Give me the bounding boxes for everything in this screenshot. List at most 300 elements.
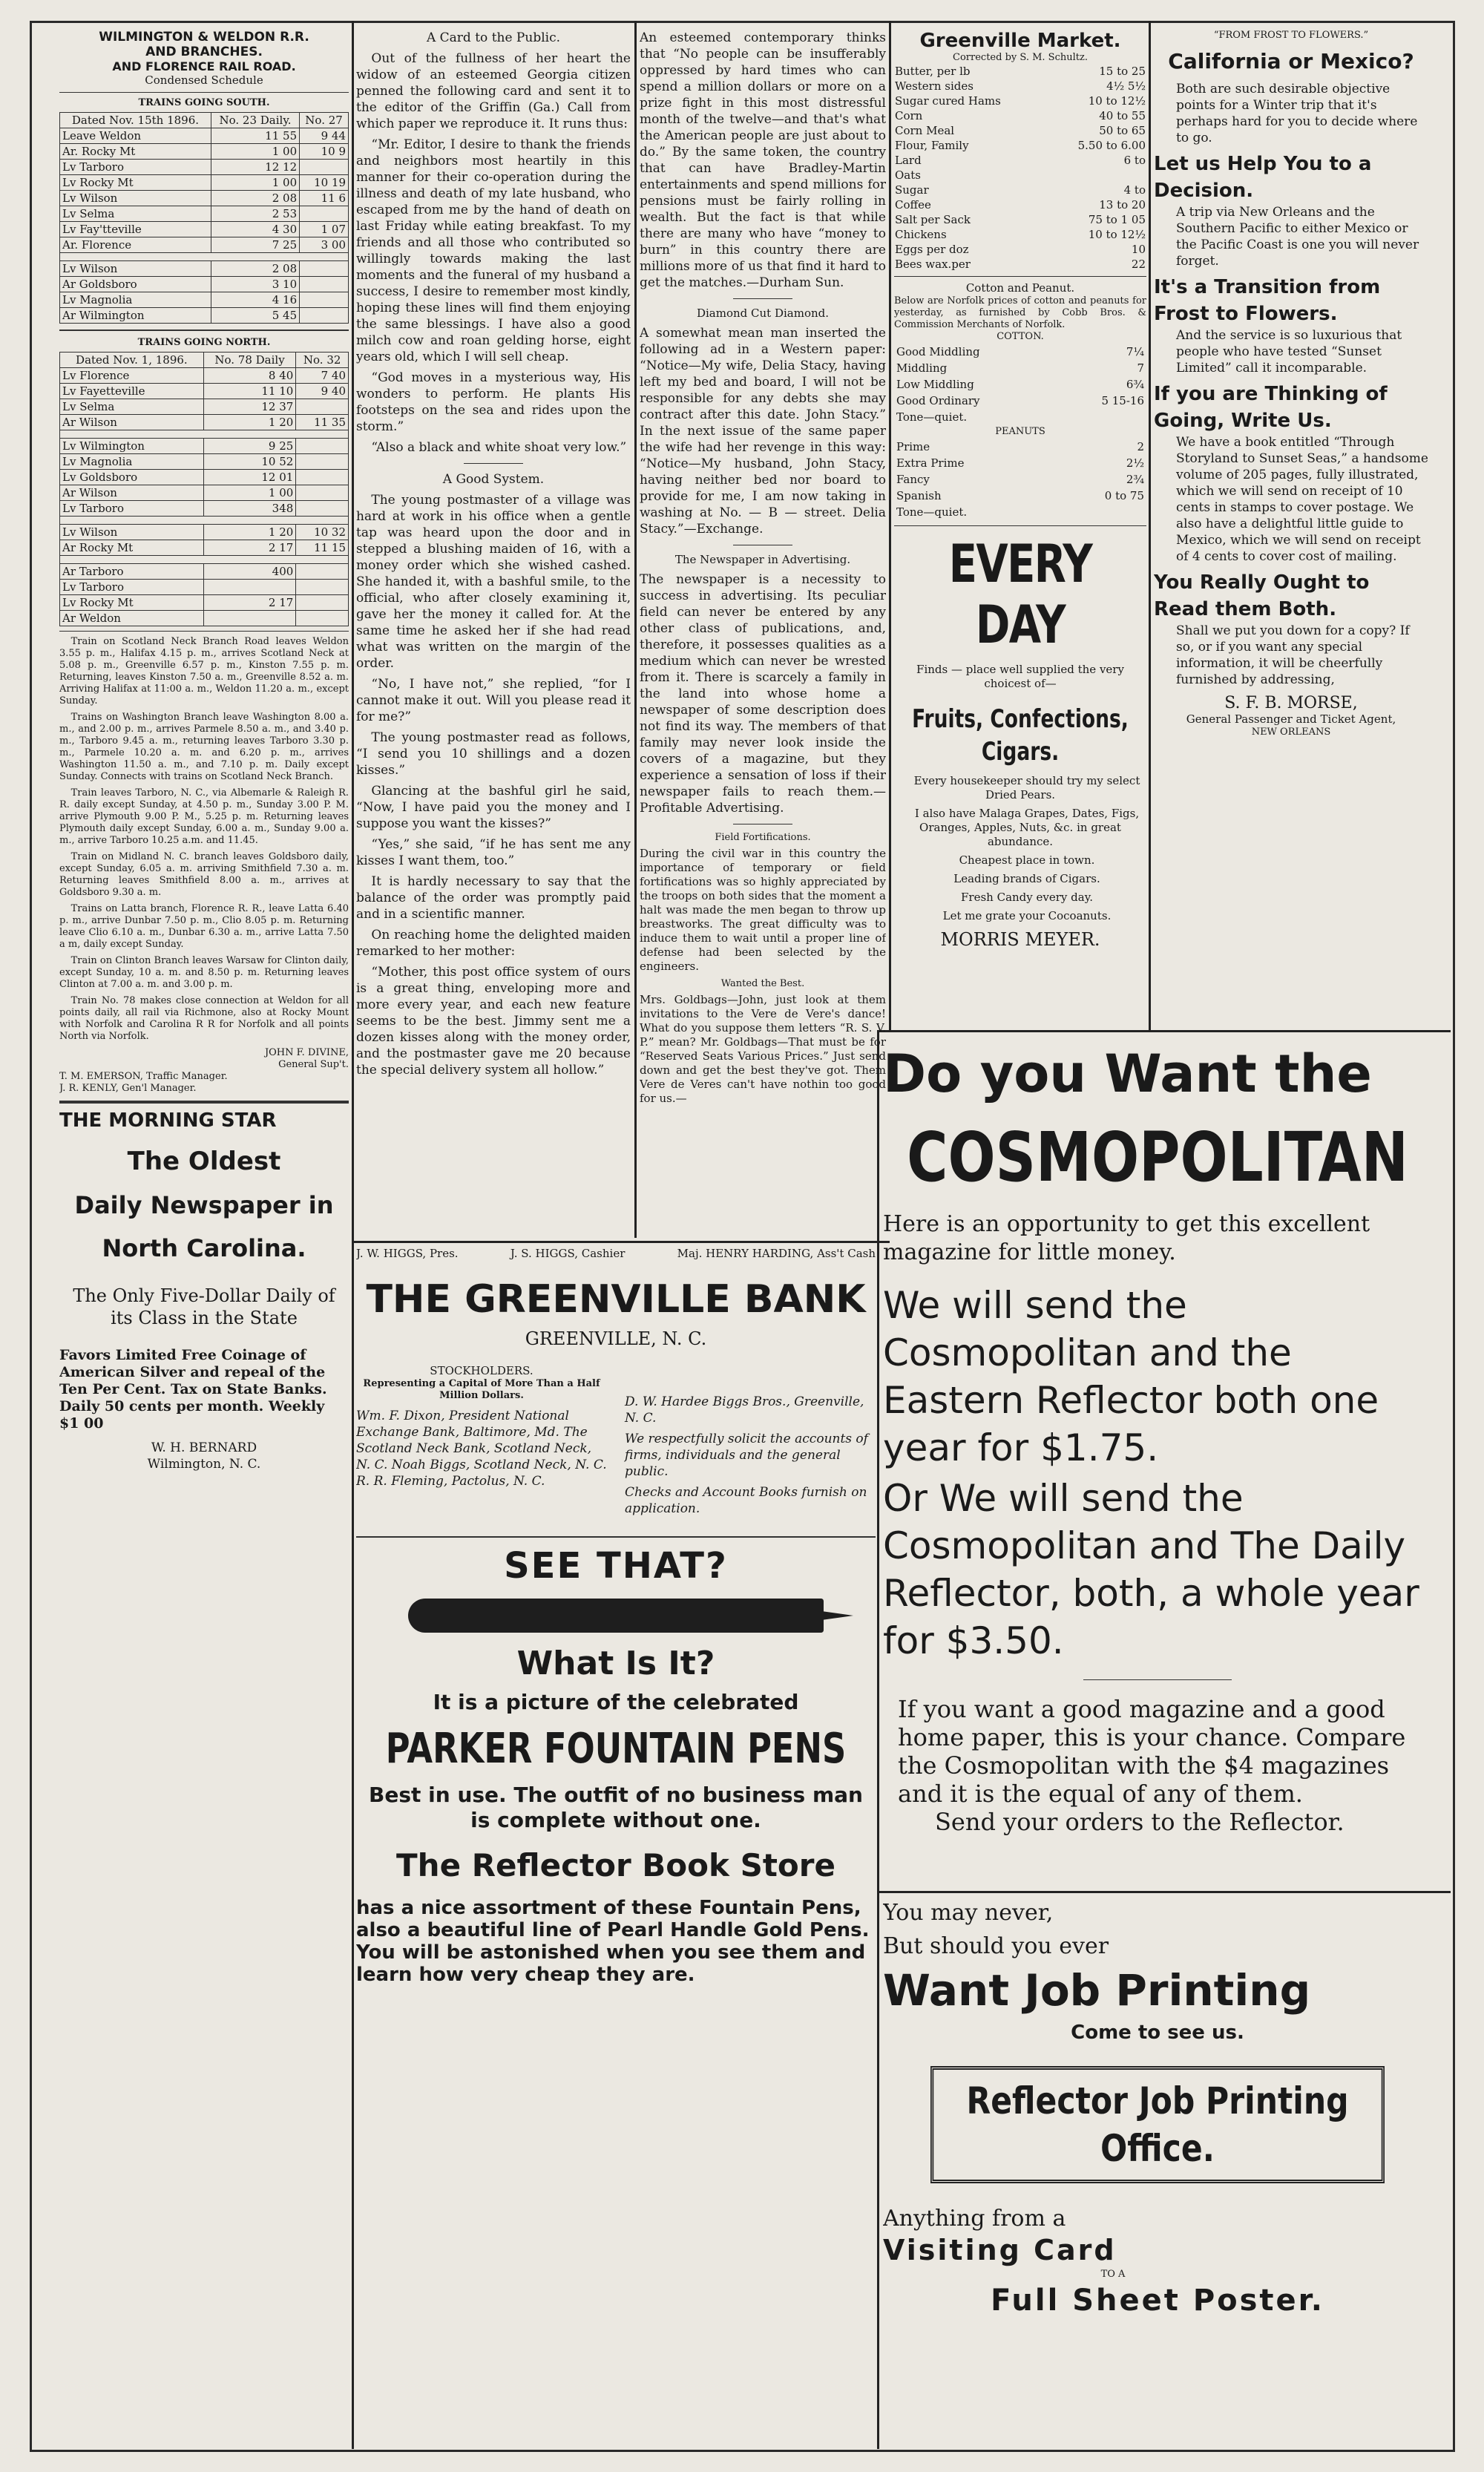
table-cell: Leave Weldon [60,128,211,144]
section-heading: TRAINS GOING SOUTH. [138,97,270,108]
schedule-row [60,415,349,430]
table-cell: Lv Selma [60,206,211,222]
bank-right [625,1364,876,1521]
market-row [894,64,1146,79]
table-cell: 22 [1131,258,1146,271]
railroad-column [59,30,349,2427]
bank-officer: J. S. HIGGS, Cashier [510,1247,626,1260]
table-cell: Spanish [896,489,942,502]
table-cell: 9 25 [203,439,296,454]
paragraph: “No, I have not,” she replied, “for I cannot make it out. Will you please read it for me?” [356,677,631,724]
table-cell [300,292,349,308]
job-line: But should you ever [883,1933,1109,1959]
market-table [894,64,1146,272]
ad-signature: MORRIS MEYER. [940,929,1100,950]
ad-line: Let me grate your Cocoanuts. [942,909,1112,922]
schedule-row [60,292,349,308]
star-line: North Carolina. [102,1234,306,1262]
table-cell: 75 to 1 05 [1088,213,1146,226]
travel-headline: If you are Thinking of Going, Write Us. [1154,383,1388,432]
table-cell: 40 to 55 [1099,109,1146,122]
table-cell [296,501,349,517]
bank-left [356,1364,607,1521]
schedule-row [60,206,349,222]
branch-note: Trains on Latta branch, Florence R. R., leave Latta 6.40 p. m., arrive Dunbar 7.50 p. m., Clio 8.05 p. m. Returning leave Clio 6.10 a. m., Dunbar 6.30 a. m., arrive Latta 7.50 a m, daily except Sunday. [59,903,349,950]
bank-stock-sub: Representing a Capital of More Than a Half Million Dollars. [363,1378,600,1401]
schedule-row [60,261,349,277]
table-cell: Lv Tarboro [60,580,204,595]
table-cell: 10 to 12½ [1088,228,1146,241]
bank-officer: Maj. HENRY HARDING, Ass't Cash [677,1247,876,1260]
table-cell [300,308,349,324]
article-body [356,50,631,456]
table-cell: 3 10 [211,277,299,292]
schedule-row [60,222,349,237]
market-row [894,123,1146,138]
market-row [894,242,1146,257]
table-cell: Lv Magnolia [60,292,211,308]
peanut-row [896,488,1145,503]
table-cell: 1 07 [300,222,349,237]
table-cell: 12 12 [211,160,299,175]
table-cell: 4 30 [211,222,299,237]
job-line: Anything from a [883,2206,1066,2232]
job-office: Reflector Job Printing Office. [930,2066,1385,2183]
table-cell: 5.50 to 6.00 [1077,139,1146,152]
table-cell: Eggs per doz [895,243,969,256]
table-cell: 1 00 [203,485,296,501]
column-rule [877,1032,879,2449]
schedule-row [60,439,349,454]
table-cell: 3 00 [300,237,349,253]
star-sig: Wilmington, N. C. [147,1457,261,1472]
pens-name: PARKER FOUNTAIN PENS [385,1725,847,1773]
table-header: Dated Nov. 15th 1896. [60,113,211,128]
article-column-2 [356,30,631,1239]
table-cell: 12 01 [203,470,296,485]
table-cell: 12 37 [203,399,296,415]
table-cell: 8 40 [203,368,296,384]
table-cell: 4 16 [211,292,299,308]
ad-line: Cheapest place in town. [959,853,1095,867]
table-cell [1048,168,1146,183]
schedule-row [60,160,349,175]
branch-note: Train leaves Tarboro, N. C., via Albemarle & Raleigh R. R. daily except Sunday, at 4.50 p. m., Sunday 3.00 P. M. arrive Plymouth 9.00 P. M., 5.25 p. m. Returning leaves Plymouth daily except Sunday, 6.00 a. m., Sunday 9.00 a. m., arrive Tarboro 10.25 a.m. and 11.45. [59,787,349,846]
table-cell: Ar Tarboro [60,564,204,580]
cotton-row [896,361,1145,376]
market-row [894,94,1146,108]
market-row [894,197,1146,212]
schedule-row [60,191,349,206]
bank-text: D. W. Hardee Biggs Bros., Greenville, N. C. [625,1394,864,1426]
table-cell: Ar Goldsboro [60,277,211,292]
cosmo-close: If you want a good magazine and a good home paper, this is your chance. Compare the Cosmopolitan with the $4 magazines and it is the equal of any of them. [898,1695,1406,1808]
table-cell: Lv Wilson [60,261,211,277]
ad-line: Fresh Candy every day. [961,891,1093,904]
table-cell: Ar Wilson [60,485,204,501]
column-rule [1149,21,1151,1030]
table-cell: 7 40 [296,368,349,384]
peanut-row [896,505,1145,519]
ad-line: I also have Malaga Grapes, Dates, Figs, Oranges, Apples, Nuts, &c. in great abundance. [914,807,1140,848]
table-cell: 2 08 [211,261,299,277]
table-cell: Salt per Sack [895,213,971,226]
market-row [894,108,1146,123]
schedule-row [60,525,349,540]
table-cell [296,454,349,470]
travel-signature: NEW ORLEANS [1251,727,1331,738]
paragraph: “Also a black and white shoat very low.” [371,440,627,455]
table-cell [296,439,349,454]
table-cell: 1 00 [211,175,299,191]
section-rule [352,1241,890,1243]
table-cell [296,611,349,626]
job-come: Come to see us. [1071,2022,1244,2044]
travel-body: A trip via New Orleans and the Southern Pacific to either Mexico or the Pacific Coast is one you will never forget. [1176,205,1419,269]
travel-column [1154,30,1428,1024]
travel-headline: It's a Transition from Frost to Flowers. [1154,276,1381,325]
paragraph: “Mr. Editor, I desire to thank the friends and neighbors most heartily in this manner for their co-operation during the illness and death of my late husband, who escaped from me by the hand of death on last Friday while eating breakfast. To my friends and all those who contributed so willingly towards making the last moments and the funeral of my husband a success, I desire to remember most kindly, hoping these lines will find them enjoying the same blessings. I have also a good milch cow and roan gelding horse, eight years old, which I will sell cheap. [356,137,631,364]
table-cell: Lv Rocky Mt [60,175,211,191]
pens-body: has a nice assortment of these Fountain Pens, also a beautiful line of Pearl Handle Gold Pens. You will be astonished when you see them and learn how very cheap they are. [356,1897,870,1986]
signature: T. M. EMERSON, Traffic Manager. [59,1071,228,1082]
table-cell: Low Middling [896,378,974,391]
table-cell: 1 20 [203,525,296,540]
bank-stock-heading: STOCKHOLDERS. [430,1364,533,1377]
schedule-row [60,308,349,324]
rr-title: WILMINGTON & WELDON R.R. [99,30,309,45]
market-row [894,257,1146,272]
branch-note: Trains on Washington Branch leave Washington 8.00 a. m., and 2.00 p. m., arrives Parmele 8.50 a. m., and 3.40 p. m., Tarboro 9.45 a. m., returning leaves Tarboro 3.30 p. m., Parmele 10.20 a. m. and 6.20 p. m., arrives Washington 11.50 a. m., and 7.10 p. m. Daily except Sunday. Connects with trains on Scotland Neck Branch. [59,712,349,782]
table-cell: 2 17 [203,595,296,611]
branch-note: Train on Scotland Neck Branch Road leaves Weldon 3.55 p. m., Halifax 4.15 p. m., arrives Scotland Neck at 5.08 p. m., Greenville 6.57 p. m., Kinston 7.55 p. m. Returning, leaves Kinston 7.50 a. m., Greenville 8.52 a. m. Arriving Halifax at 11:00 a. m., Weldon 11.20 a. m., except Sunday. [59,636,349,706]
table-cell: Ar. Rocky Mt [60,144,211,160]
table-cell: 4½ 5½ [1106,79,1146,93]
table-cell: Sugar cured Hams [895,94,1001,108]
market-row [894,168,1146,183]
article-body: A somewhat mean man inserted the following ad in a Western paper: “Notice—My wife, Delia Stacy, having left my bed and board, I will not be responsible for any debts she may contract after this date. John Stacy.” In the next issue of the same paper the wife had her revenge in this way: “Notice—My husband, John Stacy, having neither bed nor board to provide for me, I am now taking in washing at No. — B — street. Delia Stacy.”—Exchange. [640,326,886,537]
section-heading: TRAINS GOING NORTH. [137,337,271,348]
star-line: The Oldest [127,1147,281,1176]
table-cell: Lv Wilson [60,525,204,540]
signature: JOHN F. DIVINE, [264,1047,349,1058]
paragraph: “Mother, this post office system of ours is a great thing, enveloping more and more every year, and each new feature seems to be the best. Jimmy sent me a dozen kisses along with the money order, and the postmaster gave me 20 because the special delivery system all hollow.” [356,965,631,1078]
table-cell: 2 17 [203,540,296,556]
table-cell: 1 00 [211,144,299,160]
schedule-row [60,399,349,415]
bank-details [356,1364,876,1521]
table-cell: 9 44 [300,128,349,144]
table-cell: Lv Rocky Mt [60,595,204,611]
market-row [894,138,1146,153]
paragraph: The young postmaster read as follows, “I send you 10 shillings and a dozen kisses.” [356,730,631,778]
branch-note: Train on Clinton Branch leaves Warsaw for Clinton daily, except Sunday, 10 a. m. and 8.50 p. m. Returning leaves Clinton at 7.00 a. m. and 3.00 p. m. [59,955,349,990]
bank-officers [356,1247,876,1260]
table-cell: 7¼ [1126,345,1144,358]
table-cell: Fancy [896,473,930,486]
schedule-row [60,175,349,191]
table-cell: Extra Prime [896,456,965,470]
bank-and-pens [356,1247,876,2434]
cotton-label: COTTON. [997,331,1044,342]
table-cell: Lv Goldsboro [60,470,204,485]
table-cell: 400 [203,564,296,580]
table-cell: Bees wax.per [895,258,971,271]
schedule-row [60,501,349,517]
table-cell: 5 15-16 [1101,394,1144,407]
column-rule [889,21,891,1030]
bank-text: We respectfully solicit the accounts of firms, individuals and the general public. [625,1432,868,1479]
column-rule [634,21,637,1238]
job-printing-ad [883,1900,1432,2434]
article-title: A Good System. [442,472,545,487]
table-header: No. 27 [300,113,349,128]
table-cell: Ar Weldon [60,611,204,626]
table-cell: Flour, Family [895,139,969,152]
table-cell: 13 to 20 [1099,198,1146,212]
cosmo-want: Do you Want the [883,1043,1372,1104]
job-to: TO A [1100,2269,1126,2280]
table-cell: 11 15 [296,540,349,556]
rr-sub: AND BRANCHES. [145,45,263,59]
table-cell [300,277,349,292]
section-rule [877,1891,1451,1893]
table-cell: 50 to 65 [1099,124,1146,137]
bank-holders: Wm. F. Dixon, President National Exchange Bank, Baltimore, Md. The Scotland Neck Bank, Scotland Neck, N. C. Noah Biggs, Scotland Neck, N. C. R. R. Fleming, Pactolus, N. C. [356,1409,607,1489]
job-want: Want Job Printing [883,1965,1311,2016]
schedule-row [60,470,349,485]
table-cell: Good Middling [896,345,980,358]
frost-tag: “FROM FROST TO FLOWERS.” [1213,30,1369,41]
schedule-row [60,540,349,556]
market-row [894,227,1146,242]
paragraph: “God moves in a mysterious way, His wonders to perform. He plants His footsteps on the sea and rides upon the storm.” [356,370,631,434]
star-sig: W. H. BERNARD [151,1440,257,1455]
branch-note: Train No. 78 makes close connection at Weldon for all points daily, all rail via Richmone, also at Rocky Mount with Norfolk and Carolina R R for Norfolk and all points North via Norfolk. [59,995,349,1042]
travel-signature: General Passenger and Ticket Agent, [1186,712,1396,726]
peanut-row [896,456,1145,471]
job-visiting: Visiting Card [883,2234,1117,2266]
schedule-row [60,368,349,384]
job-poster: Full Sheet Poster. [991,2284,1324,2318]
schedule-row [60,128,349,144]
table-header: Dated Nov. 1, 1896. [60,353,204,368]
star-title: THE MORNING STAR [59,1109,277,1132]
market-row [894,153,1146,168]
branch-note: Train on Midland N. C. branch leaves Goldsboro daily, except Sunday, 6.05 a. m. arriving Smithfield 7.30 a. m. Returning leaves Smithfield 8.00 a. m., arrives at Goldsboro 9.30 a. m. [59,851,349,898]
cosmo-opp: Here is an opportunity to get this excellent magazine for little money. [883,1211,1370,1265]
cotton-sub: Below are Norfolk prices of cotton and peanuts for yesterday, as furnished by Cobb Bros. & Commission Merchants of Norfolk. [894,295,1146,330]
table-cell [1060,410,1145,424]
table-cell [300,160,349,175]
table-cell [296,485,349,501]
table-cell: 6 to [1123,154,1146,167]
star-line: Daily Newspaper in [74,1191,334,1219]
star-body: Favors Limited Free Coinage of American Silver and repeal of the Ten Per Cent. Tax on State Banks. Daily 50 cents per month. Weekly $1 00 [59,1347,327,1432]
bank-officer: J. W. HIGGS, Pres. [356,1247,459,1260]
table-header: No. 78 Daily [203,353,296,368]
table-header: No. 32 [296,353,349,368]
ad-text: Finds — place well supplied the very choicest of— [916,663,1124,690]
table-cell: Good Ordinary [896,394,980,407]
table-cell [296,470,349,485]
table-cell: 2 [1137,440,1144,453]
bank-city: GREENVILLE, N. C. [525,1328,707,1349]
table-cell: Ar. Florence [60,237,211,253]
table-cell: Middling [896,361,948,375]
schedule-row [60,454,349,470]
schedule-row [60,384,349,399]
cosmo-offer: We will send the Cosmopolitan and the Eastern Reflector both one year for $1.75. [883,1284,1379,1469]
table-cell: Coffee [895,198,931,212]
market-sub: Corrected by S. M. Schultz. [953,52,1088,63]
market-row [894,212,1146,227]
table-cell: Lv Florence [60,368,204,384]
table-cell [296,564,349,580]
table-cell: Lv Magnolia [60,454,204,470]
table-cell: 9 40 [296,384,349,399]
table-cell [296,595,349,611]
table-cell: Corn Meal [895,124,955,137]
table-cell: Western sides [895,79,974,93]
article-body [356,492,631,1078]
schedule-row [60,580,349,595]
table-header: No. 23 Daily. [211,113,299,128]
table-cell: 2 53 [211,206,299,222]
article-title: Diamond Cut Diamond. [696,306,830,320]
table-cell: Ar Wilson [60,415,204,430]
paragraph: Glancing at the bashful girl he said, “Now, I have paid you the money and I suppose you want the kisses?” [356,784,631,831]
schedule-row [60,237,349,253]
pens-what: What Is It? [516,1645,715,1682]
ad-line: Every housekeeper should try my select Dried Pears. [913,774,1140,801]
article-title: Field Fortifications. [715,832,811,843]
travel-body: And the service is so luxurious that people who have tested “Sunset Limited” call it incomparable. [1176,328,1402,376]
peanuts-label: PEANUTS [995,426,1045,437]
market-row [894,79,1146,94]
pens-pic: It is a picture of the celebrated [433,1690,799,1714]
north-schedule-table [59,352,349,626]
table-cell: Lv Wilmington [60,439,204,454]
branch-notes [59,636,349,1043]
schedule-row [60,595,349,611]
travel-headline: Let us Help You to a Decision. [1154,153,1372,202]
table-cell: 10 [1131,243,1146,256]
signature: J. R. KENLY, Gen'l Manager. [59,1083,197,1094]
table-cell [300,261,349,277]
job-line: You may never, [883,1900,1054,1926]
rr-sub: Condensed Schedule [145,73,263,87]
schedule-row [60,564,349,580]
pens-best: Best in use. The outfit of no business man is complete without one. [369,1783,863,1832]
article-column-3 [640,30,886,1239]
section-rule [877,1030,1451,1032]
table-cell: 7 [1137,361,1144,375]
cotton-table [894,343,1146,426]
article-body: The newspaper is a necessity to success in advertising. Its peculiar field can never be entered by any other class of publications, and, therefore, it possesses qualities as a medium which can never be wrested from it. There is scarcely a family in the land into whose home a newspaper of some description does not find its way. The members of that family may never look inside the covers of a magazine, but they experience a sensation of loss if their newspaper fails to reach them.—Profitable Advertising. [640,572,886,816]
paragraph: It is hardly necessary to say that the balance of the order was promptly paid and in a scientific manner. [356,874,631,922]
travel-body: Both are such desirable objective points for a Winter trip that it's perhaps hard for you to decide where to go. [1176,82,1418,145]
table-cell: 0 to 75 [1104,489,1144,502]
article-title: The Newspaper in Advertising. [674,553,851,566]
fountain-pen-icon [408,1599,824,1633]
south-schedule-table [59,112,349,324]
travel-headline: You Really Ought to Read them Both. [1154,571,1370,620]
market-column [894,30,1146,1024]
table-cell: Tone—quiet. [896,505,968,519]
schedule-row [60,277,349,292]
paragraph: On reaching home the delighted maiden remarked to her mother: [356,928,631,959]
table-cell: Ar Wilmington [60,308,211,324]
star-line: The Only Five-Dollar Daily of its Class in the State [73,1285,335,1328]
column-rule [352,21,354,2449]
table-cell: Ar Rocky Mt [60,540,204,556]
schedule-row [60,611,349,626]
table-cell [296,399,349,415]
article-body: During the civil war in this country the importance of temporary or field fortifications was so highly appreciated by the troops on both sides that the moment a halt was made the men began to throw up breastworks. The great difficulty was to induce them to wait until a proper line of defense had been selected by the engineers. [640,847,886,973]
table-cell [1055,505,1145,519]
paragraph: Out of the fullness of her heart the widow of an esteemed Georgia citizen penned the following card and sent it to the editor of the Griffin (Ga.) Call from which paper we reproduce it. It runs thus: [356,51,631,131]
table-cell: 6¾ [1126,378,1144,391]
table-cell: 11 35 [296,415,349,430]
table-cell: Lv Tarboro [60,160,211,175]
travel-body: We have a book entitled “Through Storyland to Sunset Seas,” a handsome volume of 205 pages, fully illustrated, which we will send on receipt of 10 cents in stamps to cover postage. We also have a delightful little guide to Mexico, which we will send on receipt of 4 cents to cover cost of mailing. [1176,435,1428,564]
cosmo-offer: Or We will send the Cosmopolitan and The Daily Reflector, both, a whole year for $3.50. [883,1477,1419,1662]
paragraph: “Yes,” she said, “if he has sent me any kisses I want them, too.” [356,837,631,868]
rr-sub: AND FLORENCE RAIL ROAD. [112,59,296,73]
table-cell: Lv Tarboro [60,501,204,517]
article-body: An esteemed contemporary thinks that “No people can be insufferably oppressed by hard times who can spend a million dollars or more on a prize fight in this most distressful month of the twelve—and that's what the American people are just about to do.” By the same token, the country that can have Bradley-Martin entertainments and spend millions for pensions must be fairly rolling in wealth. But the fact is that while there are many who have “money to burn” in this country there are millions more of us that find it hard to get the matches.—Durham Sun. [640,30,886,290]
fruits-banner: Fruits, Confections, Cigars. [912,704,1129,767]
table-cell: 348 [203,501,296,517]
cosmo-name: COSMOPOLITAN [907,1118,1408,1197]
table-cell: Lv Fay'tteville [60,222,211,237]
table-cell: 10 19 [300,175,349,191]
bank-name: THE GREENVILLE BANK [366,1277,866,1322]
paragraph: The young postmaster of a village was hard at work in his office when a gentle tap was heard upon the door and in stepped a blushing maiden of 16, with a money order which she wished cashed. She handed it, with a bashful smile, to the official, who after closely examining it, gave her the money it called for. At the same time he asked her if she had read what was written on the margin of the order. [356,493,631,671]
peanut-row [896,439,1145,454]
article-title: A Card to the Public. [426,30,561,45]
table-cell: 4 to [1123,183,1146,197]
cotton-title: Cotton and Peanut. [965,281,1075,295]
cotton-row [896,377,1145,392]
table-cell: Chickens [895,228,947,241]
pens-see: SEE THAT? [504,1545,728,1587]
table-cell [203,611,296,626]
table-cell: 10 32 [296,525,349,540]
table-cell: 2½ [1126,456,1144,470]
table-cell: 10 to 12½ [1088,94,1146,108]
table-cell: 10 52 [203,454,296,470]
cotton-row [896,344,1145,359]
cosmopolitan-ad [883,1035,1432,1889]
table-cell: 2 08 [211,191,299,206]
travel-signature: S. F. B. MORSE, [1224,694,1358,712]
table-cell [300,206,349,222]
ad-body [894,774,1146,923]
table-cell: 2¾ [1126,473,1144,486]
table-cell: Sugar [895,183,929,197]
table-cell: Lard [895,154,922,167]
table-cell: Butter, per lb [895,65,971,78]
table-cell: Lv Selma [60,399,204,415]
table-cell: 11 55 [211,128,299,144]
market-title: Greenville Market. [919,30,1121,52]
table-cell: 15 to 25 [1099,65,1146,78]
market-row [894,183,1146,197]
table-cell: 10 9 [300,144,349,160]
schedule-row [60,485,349,501]
